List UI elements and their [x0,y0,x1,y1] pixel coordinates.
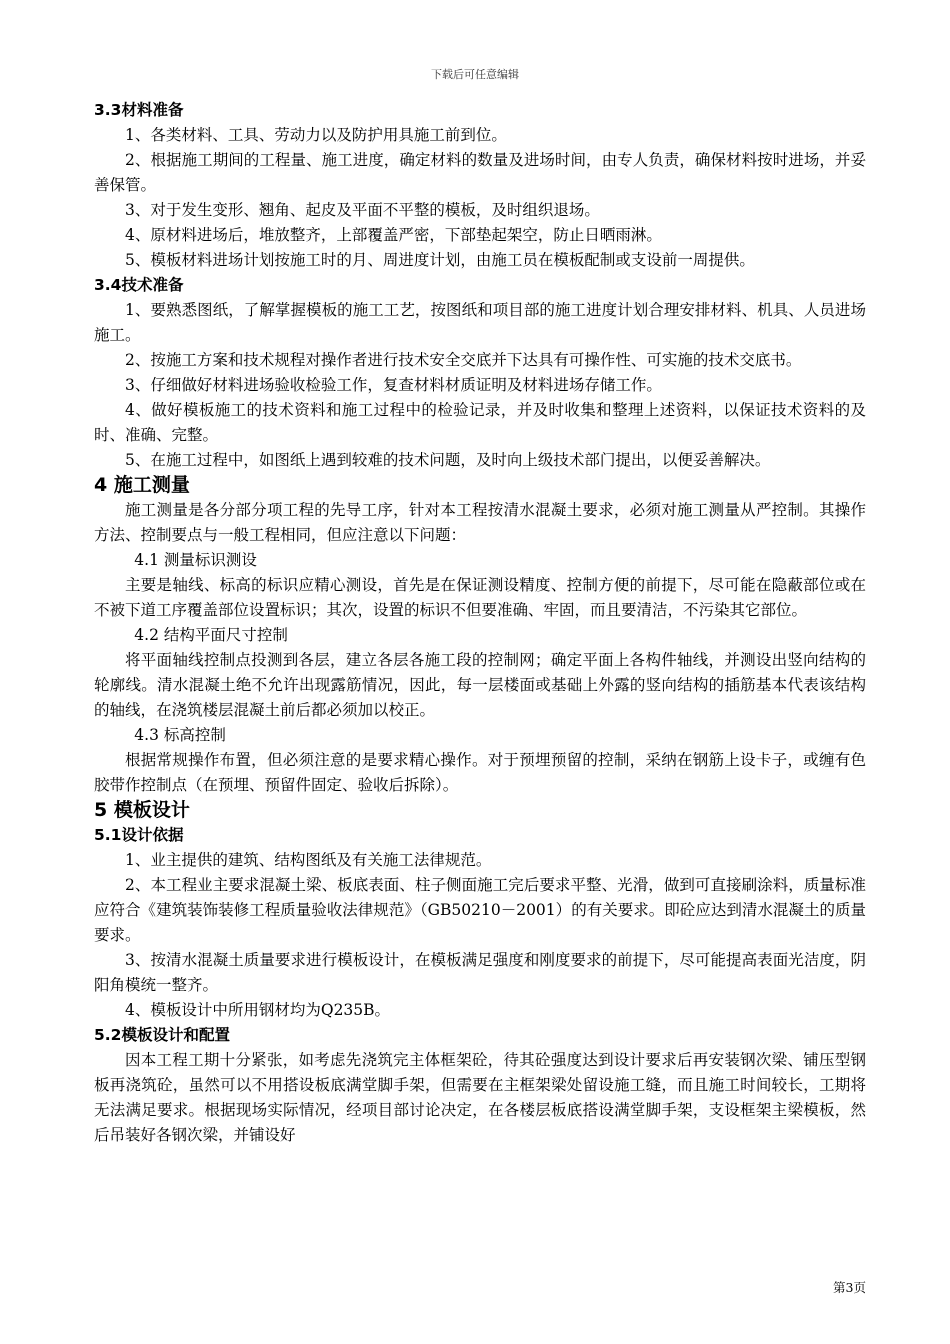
paragraph: 2、根据施工期间的工程量、施工进度，确定材料的数量及进场时间，由专人负责，确保材料按时进场，并妥善保管。 [94,151,866,194]
section-3-4-title: 3.4技术准备 [94,276,184,294]
section-5-title: 5 模板设计 [94,799,190,821]
paragraph: 4、做好模板施工的技术资料和施工过程中的检验记录，并及时收集和整理上述资料，以保证技术资料的及时、准确、完整。 [94,401,866,444]
paragraph: 3、按清水混凝土质量要求进行模板设计，在模板满足强度和刚度要求的前提下，尽可能提高表面光洁度，阴阳角模统一整齐。 [94,951,866,994]
subsection-4-1-title: 4.1 测量标识测设 [134,551,257,569]
paragraph: 主要是轴线、标高的标识应精心测设，首先是在保证测设精度、控制方便的前提下，尽可能在隐蔽部位或在不被下道工序覆盖部位设置标识；其次，设置的标识不但要准确、牢固，而且要清洁，不污染其它部位。 [94,576,866,619]
paragraph: 根据常规操作布置，但必须注意的是要求精心操作。对于预埋预留的控制，采纳在钢筋上设卡子，或缠有色胶带作控制点（在预埋、预留件固定、验收后拆除）。 [94,751,866,794]
section-5-2-title: 5.2模板设计和配置 [94,1026,230,1044]
paragraph: 1、各类材料、工具、劳动力以及防护用具施工前到位。 [125,126,507,144]
paragraph: 3、仔细做好材料进场验收检验工作，复查材料材质证明及材料进场存储工作。 [125,376,662,394]
paragraph: 4、原材料进场后，堆放整齐，上部覆盖严密，下部垫起架空，防止日晒雨淋。 [125,226,662,244]
paragraph: 将平面轴线控制点投测到各层，建立各层各施工段的控制网；确定平面上各构件轴线，并测设出竖向结构的轮廓线。清水混凝土绝不允许出现露筋情况，因此，每一层楼面或基础上外露的竖向结构的插筋基本代表该结构的轴线，在浇筑楼层混凝土前后都必须加以校正。 [94,651,866,719]
paragraph: 施工测量是各分部分项工程的先导工序，针对本工程按清水混凝土要求，必须对施工测量从严控制。其操作方法、控制要点与一般工程相同，但应注意以下问题： [94,501,866,544]
paragraph: 3、对于发生变形、翘角、起皮及平面不平整的模板，及时组织退场。 [125,201,600,219]
subsection-4-2-title: 4.2 结构平面尺寸控制 [134,626,288,644]
page-number: 第3页 [833,1280,866,1295]
paragraph: 1、业主提供的建筑、结构图纸及有关施工法律规范。 [125,851,492,869]
paragraph: 1、要熟悉图纸，了解掌握模板的施工工艺，按图纸和项目部的施工进度计划合理安排材料、机具、人员进场施工。 [94,301,866,344]
page-header: 下载后可任意编辑 [431,68,519,81]
paragraph: 2、按施工方案和技术规程对操作者进行技术安全交底并下达具有可操作性、可实施的技术交底书。 [125,351,802,369]
paragraph: 5、模板材料进场计划按施工时的月、周进度计划，由施工员在模板配制或支设前一周提供。 [125,251,755,269]
paragraph: 因本工程工期十分紧张，如考虑先浇筑完主体框架砼，待其砼强度达到设计要求后再安装钢次梁、铺压型钢板再浇筑砼，虽然可以不用搭设板底满堂脚手架，但需要在主框架梁处留设施工缝，而且施工时间较长，工期将无法满足要求。根据现场实际情况，经项目部讨论决定，在各楼层板底搭设满堂脚手架，支设框架主梁模板，然后吊装好各钢次梁，并铺设好 [94,1051,866,1144]
section-3-3-title: 3.3材料准备 [94,101,184,119]
section-5-1-title: 5.1设计依据 [94,826,184,844]
subsection-4-3-title: 4.3 标高控制 [134,726,226,744]
paragraph: 2、本工程业主要求混凝土梁、板底表面、柱子侧面施工完后要求平整、光滑，做到可直接刷涂料，质量标准应符合《建筑装饰装修工程质量验收法律规范》（GB50210－2001）的有关要求。即砼应达到清水混凝土的质量要求。 [94,876,866,944]
paragraph: 4、模板设计中所用钢材均为Q235B。 [125,1001,391,1019]
section-4-title: 4 施工测量 [94,474,190,496]
document-body [94,98,866,1148]
paragraph: 5、在施工过程中，如图纸上遇到较难的技术问题，及时向上级技术部门提出，以便妥善解决。 [125,451,771,469]
